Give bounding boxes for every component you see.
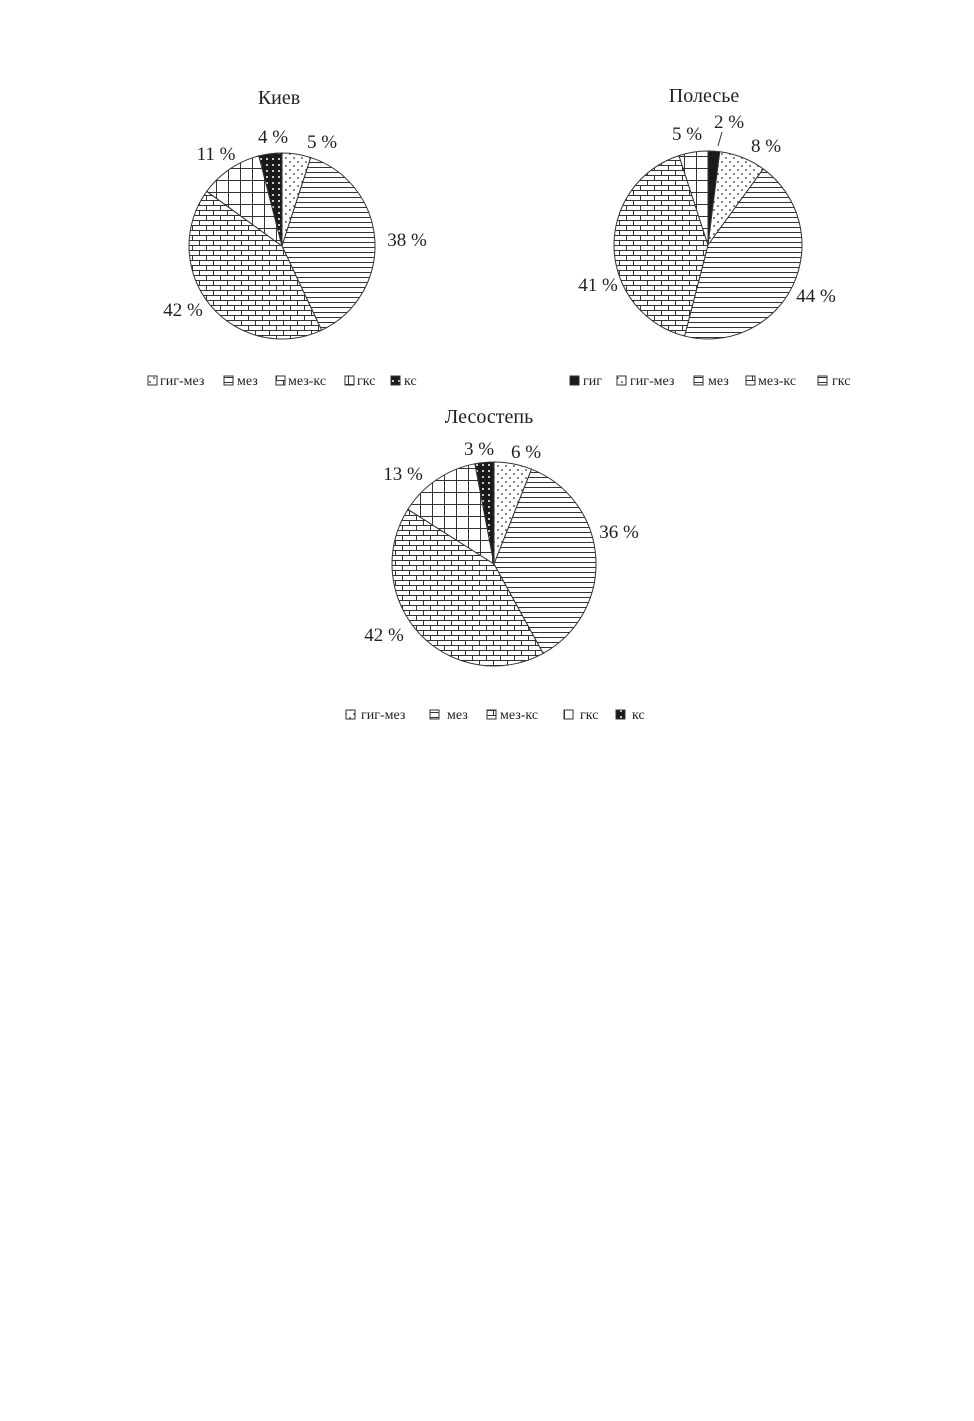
data-label-mez-ks: 42 % [163, 300, 203, 321]
pie-chart-lesostep [346, 406, 645, 723]
data-label-mez: 44 % [796, 286, 836, 307]
legend-label: гкс [580, 708, 599, 723]
legend-label: гиг-мез [361, 708, 406, 723]
legend-item-mez [694, 374, 729, 389]
data-label-gig-mez: 5 % [306, 132, 338, 153]
pie-chart-kiev [148, 87, 427, 389]
legend-label: кс [404, 374, 417, 389]
data-label-gig-mez: 6 % [510, 442, 542, 463]
data-label-ks: 3 % [463, 439, 495, 460]
legend-item-gig-mez [617, 374, 675, 389]
legend-label: мез [708, 374, 729, 389]
pie-slices [189, 153, 375, 339]
data-label-gks: 13 % [383, 464, 423, 485]
chart-title: Полесье [668, 85, 740, 107]
data-label-mez-ks: 42 % [364, 625, 404, 646]
legend-item-gks [564, 708, 598, 723]
legend-item-mez-ks [487, 708, 538, 723]
legend-label: мез-кс [500, 708, 539, 723]
legend-item-gks [818, 374, 850, 389]
legend-item-ks [391, 374, 417, 389]
legend-label: мез-кс [288, 374, 327, 389]
data-label-gig: 2 % [713, 112, 745, 133]
legend-item-gks [345, 374, 375, 389]
data-label-mez-ks: 41 % [578, 275, 618, 296]
legend-item-gig [570, 374, 602, 389]
legend-label: гиг [583, 374, 602, 389]
legend [148, 374, 417, 389]
legend-label: гиг-мез [630, 374, 675, 389]
data-label-mez: 36 % [599, 522, 639, 543]
legend-item-mez [224, 374, 258, 389]
legend-label: мез [237, 374, 258, 389]
data-label-mez: 38 % [387, 230, 427, 251]
legend-label: кс [632, 708, 645, 723]
legend-item-gig-mez [346, 708, 406, 723]
legend-label: гкс [832, 374, 851, 389]
legend-item-mez-ks [276, 374, 326, 389]
data-label-ks: 4 % [257, 127, 289, 148]
legend-label: гкс [357, 374, 376, 389]
legend-item-mez [430, 708, 468, 723]
legend-item-mez-ks [746, 374, 796, 389]
legend-label: мез-кс [758, 374, 797, 389]
chart-title: Лесостепь [444, 406, 534, 428]
chart-title: Киев [257, 87, 301, 109]
legend-label: мез [447, 708, 468, 723]
pie-slices [614, 151, 802, 339]
leader-line-gig [718, 132, 722, 146]
legend-item-gig-mez [148, 374, 205, 389]
legend-item-ks [616, 708, 645, 723]
legend-label: гиг-мез [160, 374, 205, 389]
legend [346, 708, 645, 723]
data-label-gks: 11 % [196, 144, 236, 165]
pie-slices [392, 462, 596, 666]
pie-chart-polesie [570, 85, 850, 389]
data-label-gig-mez: 8 % [750, 136, 782, 157]
legend [570, 374, 850, 389]
data-label-gks: 5 % [671, 124, 703, 145]
